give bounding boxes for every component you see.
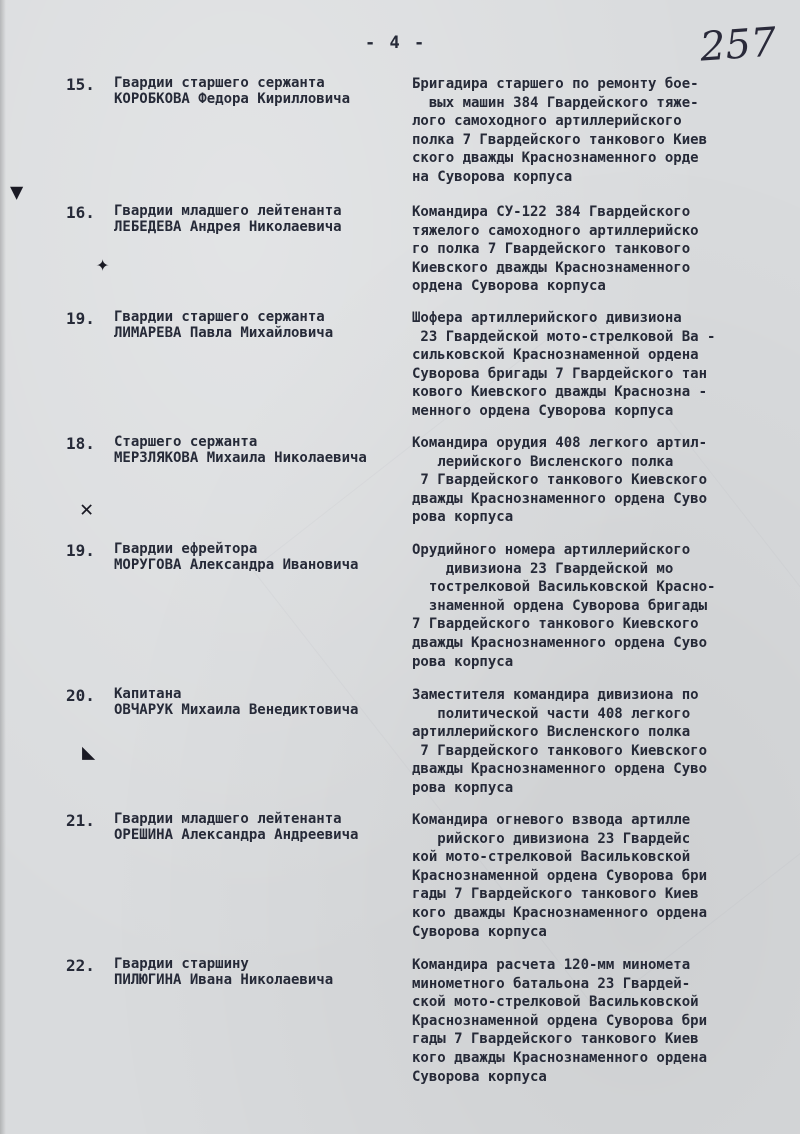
entry-name: ОРЕШИНА Александра Андреевича (114, 827, 359, 843)
entry-number: 22. (66, 956, 95, 975)
entry-position: Командира орудия 408 легкого артил- лерийского Висленского полка 7 Гвардейского танкового Киевского дважды Краснознаменного ордена Суво рова корпуса (412, 435, 708, 526)
entry-position: Бригадира старшего по ремонту бое- вых машин 384 Гвардейского тяже- лого самоходного артиллерийского полка 7 Гвардейского танкового Киев ского дважды Краснознаменного орде на Суворова корпуса (412, 76, 708, 185)
entry-name: МЕРЗЛЯКОВА Михаила Николаевича (114, 450, 367, 466)
entry-rank: Капитана (114, 686, 182, 702)
archive-number: 257 (698, 19, 778, 71)
page-number: - 4 - (365, 33, 427, 53)
entry-number: 19. (66, 541, 95, 560)
entry-position: Командира расчета 120-мм миномета минометного батальона 23 Гвардей- ской мото-стрелковой Васильковской Краснознаменной ордена Суворова бри гады 7 Гвардейского танкового Киев кого дважды Краснознаменного ордена Суворова корпуса (412, 957, 708, 1085)
entry-number: 16. (66, 203, 95, 222)
page-edge-shadow (0, 0, 6, 1134)
entry-position: Шофера артиллерийского дивизиона 23 Гвардейской мото-стрелковой Ва - сильковской Краснознаменной ордена Суворова бригады 7 Гвардейского тан кового Киевского дважды Краснозна - менного ордена Суворова корпуса (412, 310, 716, 419)
entry-position: Орудийного номера артиллерийского дивизиона 23 Гвардейской мо тострелковой Васильковской Красно- знаменной ордена Суворова бригады 7 Гвардейского танкового Киевского дважды Краснознаменного ордена Суво рова корпуса (412, 542, 716, 670)
entry-name: КОРОБКОВА Федора Кирилловича (114, 91, 351, 107)
punch-hole-mark: ▼ (10, 180, 24, 205)
ink-blot-mark: ✕ (80, 497, 94, 522)
entry-rank: Гвардии старшего сержанта (114, 75, 325, 91)
ink-blot-mark: ◣ (82, 740, 96, 765)
entry-position: Командира огневого взвода артилле рийского дивизиона 23 Гвардейс кой мото-стрелковой Васильковской Краснознаменной ордена Суворова бри гады 7 Гвардейского танкового Киев кого дважды Краснознаменного ордена Суворова корпуса (412, 812, 708, 940)
entry-position: Командира СУ-122 384 Гвардейского тяжелого самоходного артиллерийско го полка 7 Гвардейского танкового Киевского дважды Краснознаменного ордена Суворова корпуса (412, 204, 699, 295)
entry-number: 21. (66, 811, 95, 830)
entry-rank: Гвардии младшего лейтенанта (114, 811, 342, 827)
entry-number: 20. (66, 686, 95, 705)
entry-position: Заместителя командира дивизиона по политической части 408 легкого артиллерийского Висленского полка 7 Гвардейского танкового Киевского дважды Краснознаменного ордена Суво рова корпуса (412, 687, 708, 796)
entry-number: 15. (66, 75, 95, 94)
entry-rank: Гвардии ефрейтора (114, 541, 258, 557)
entry-rank: Старшего сержанта (114, 434, 258, 450)
entry-name: МОРУГОВА Александра Ивановича (114, 557, 359, 573)
entry-number: 18. (66, 434, 95, 453)
entry-number: 19. (66, 309, 95, 328)
entry-rank: Гвардии младшего лейтенанта (114, 203, 342, 219)
entry-name: ЛЕБЕДЕВА Андрея Николаевича (114, 219, 342, 235)
entry-name: ЛИМАРЕВА Павла Михайловича (114, 325, 334, 341)
ink-blot-mark: ✦ (96, 252, 110, 277)
entry-name: ОВЧАРУК Михаила Венедиктовича (114, 702, 359, 718)
entry-name: ПИЛЮГИНА Ивана Николаевича (114, 972, 334, 988)
entry-rank: Гвардии старшего сержанта (114, 309, 325, 325)
entry-rank: Гвардии старшину (114, 956, 249, 972)
